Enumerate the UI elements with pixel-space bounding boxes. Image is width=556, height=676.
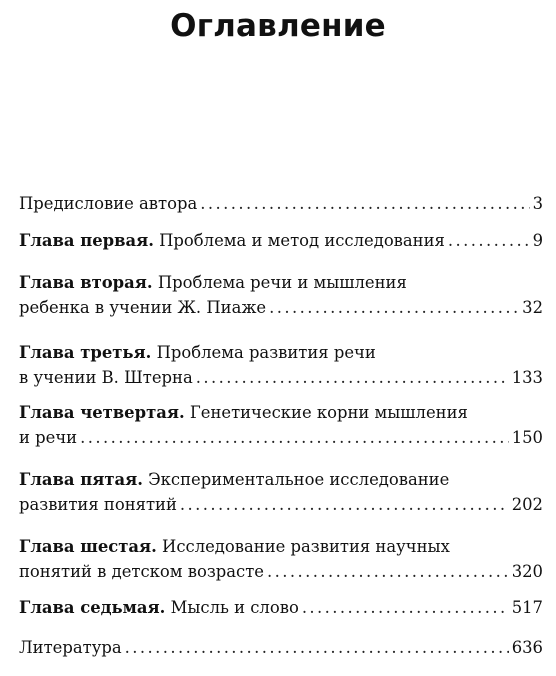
toc-line: [19, 492, 543, 517]
toc-entry-chapter-2: [19, 270, 543, 320]
dot-leader: [269, 295, 519, 320]
dot-leader: [302, 595, 509, 620]
toc-entry-preface: [19, 191, 543, 216]
page-number: 202: [511, 495, 543, 514]
entry-title-continued: развития понятий: [19, 495, 177, 514]
chapter-label: Глава шестая.: [19, 537, 157, 556]
entry-title: Исследование развития научных: [162, 537, 450, 556]
page-number: 3: [532, 194, 543, 213]
toc-line: [19, 228, 543, 253]
chapter-label: Глава четвертая.: [19, 403, 185, 422]
entry-title: Мысль и слово: [170, 598, 299, 617]
page-number: 320: [511, 562, 543, 581]
chapter-label: Глава пятая.: [19, 470, 143, 489]
toc-line: [19, 534, 543, 559]
toc-entry-chapter-1: [19, 228, 543, 253]
dot-leader: [196, 365, 509, 390]
chapter-label: Глава седьмая.: [19, 598, 166, 617]
toc-line: [19, 425, 543, 450]
toc-entry-chapter-4: [19, 400, 543, 450]
entry-title: Проблема речи и мышления: [157, 273, 407, 292]
toc-entry-chapter-7: [19, 595, 543, 620]
page-number: 636: [511, 638, 543, 657]
entry-title: Проблема развития речи: [156, 343, 376, 362]
dot-leader: [80, 425, 509, 450]
entry-title: Проблема и метод исследования: [159, 231, 445, 250]
page-number: 32: [522, 298, 543, 317]
toc-entry-chapter-6: [19, 534, 543, 584]
toc-line: [19, 635, 543, 660]
entry-title: Литература: [19, 638, 122, 657]
toc-line: [19, 365, 543, 390]
entry-title-continued: понятий в детском возрасте: [19, 562, 264, 581]
toc-line: [19, 559, 543, 584]
toc-entry-bibliography: [19, 635, 543, 660]
toc-entry-chapter-3: [19, 340, 543, 390]
entry-title: Предисловие автора: [19, 194, 198, 213]
toc-line: [19, 270, 543, 295]
toc-line: [19, 467, 543, 492]
toc-line: [19, 191, 543, 216]
page-number: 150: [511, 428, 543, 447]
entry-title-continued: в учении В. Штерна: [19, 368, 193, 387]
chapter-label: Глава третья.: [19, 343, 152, 362]
dot-leader: [448, 228, 530, 253]
dot-leader: [267, 559, 509, 584]
entry-title: Генетические корни мышления: [189, 403, 468, 422]
toc-line: [19, 400, 543, 425]
page-number: 9: [532, 231, 543, 250]
dot-leader: [180, 492, 509, 517]
toc-entry-chapter-5: [19, 467, 543, 517]
entry-title-continued: и речи: [19, 428, 78, 447]
chapter-label: Глава вторая.: [19, 273, 153, 292]
page-number: 517: [511, 598, 543, 617]
toc-line: [19, 295, 543, 320]
toc-line: [19, 340, 543, 365]
page-title: Оглавление: [170, 8, 386, 44]
dot-leader: [200, 191, 529, 216]
chapter-label: Глава первая.: [19, 231, 154, 250]
entry-title: Экспериментальное исследование: [148, 470, 450, 489]
toc-line: [19, 595, 543, 620]
page-number: 133: [511, 368, 543, 387]
dot-leader: [125, 635, 509, 660]
entry-title-continued: ребенка в учении Ж. Пиаже: [19, 298, 267, 317]
